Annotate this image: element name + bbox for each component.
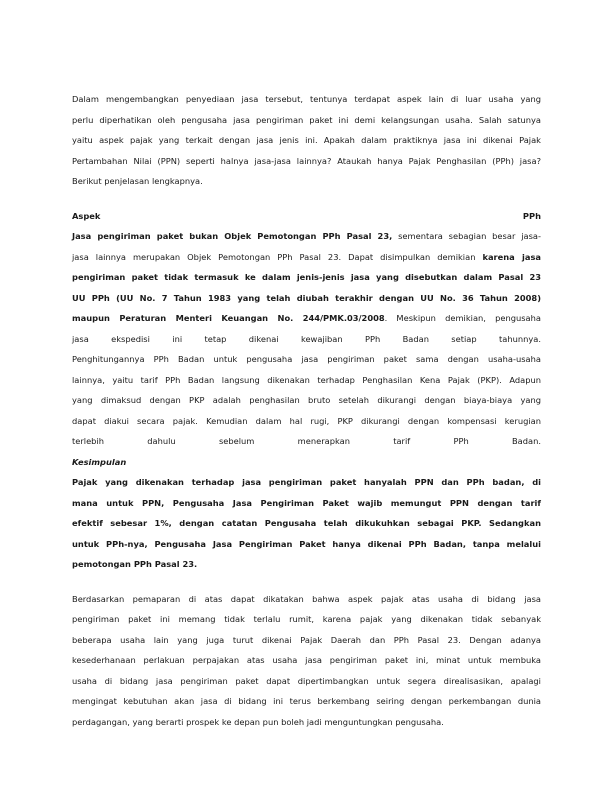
normal-text: sementara sebagian besar jasa- [392,231,541,241]
document-page [72,89,541,732]
text-line [72,308,541,329]
heading-right: PPh [522,210,541,221]
text-line: jasa ekspedisi ini tetap dikenai kewajiban PPh Badan setiap tahunnya. [72,333,541,344]
text-line: lainnya, yaitu tarif PPh Badan langsung dikenakan terhadap Penghasilan Kena Pajak (PKP). Adapun [72,374,541,385]
text-line: mengingat kebutuhan akan jasa di bidang ini terus berkembang seiring dengan perkembangan dunia [72,696,541,706]
text-line: pengiriman paket ini memang tidak terlalu rumit, karena pajak yang dikenakan tidak sebanyak [72,614,541,624]
text-line: yaitu aspek pajak yang terkait dengan jasa jenis ini. Apakah dalam praktiknya jasa ini dikenai Pajak [72,135,541,145]
section-heading-aspek-pph [72,206,541,227]
text-line: beberapa usaha lain yang juga turut dikenai Pajak Daerah dan PPh Pasal 23. Dengan adanya [72,634,541,645]
text-line [72,226,541,247]
text-line: yang dimaksud dengan PKP adalah penghasilan bruto setelah dikurangi dengan biaya-biaya yang [72,395,541,405]
closing-paragraph [72,589,541,733]
text-line: pemotongan PPh Pasal 23. [72,559,198,569]
kesimpulan-heading: Kesimpulan [72,456,127,467]
normal-text: jasa lainnya merupakan Objek Pemotongan PPh Pasal 23. Dapat disimpulkan demikian [72,251,483,262]
heading-left: Aspek [72,210,101,221]
bold-text: Jasa pengiriman paket bukan Objek Pemotongan PPh Pasal 23, [72,231,393,241]
pph-paragraph [72,226,541,452]
text-line: mana untuk PPN, Pengusaha Jasa Pengiriman Paket wajib memungut PPN dengan tarif [72,497,541,508]
text-line: Penghitungannya PPh Badan untuk pengusaha jasa pengiriman paket sama dengan usaha-usaha [72,354,541,364]
text-line: Berikut penjelasan lengkapnya. [72,176,203,186]
text-line: terlebih dahulu sebelum menerapkan tarif PPh Badan. [72,436,541,446]
text-line: usaha di bidang jasa pengiriman paket dapat dipertimbangkan untuk segera direalisasikan, apalagi [72,675,541,686]
text-line [72,247,541,268]
text-line: dapat diakui secara pajak. Kemudian dalam hal rugi, PKP dikurangi dengan kompensasi kerugian [72,415,541,426]
text-line: UU PPh (UU No. 7 Tahun 1983 yang telah diubah terakhir dengan UU No. 36 Tahun 2008) [72,292,541,303]
bold-text: karena jasa [482,251,541,262]
text-line: efektif sebesar 1%, dengan catatan Pengusaha telah dikukuhkan sebagai PKP. Sedangkan [72,518,541,528]
text-line: Berdasarkan pemaparan di atas dapat dikatakan bahwa aspek pajak atas usaha di bidang jasa [72,593,541,604]
text-line: Dalam mengembangkan penyediaan jasa tersebut, tentunya terdapat aspek lain di luar usaha yang [72,94,541,104]
text-line: kesederhanaan perlakuan perpajakan atas usaha jasa pengiriman paket ini, minat untuk membuka [72,655,541,665]
normal-text: . Meskipun demikian, pengusaha [384,313,541,323]
text-line: perdagangan, yang berarti prospek ke depan pun boleh jadi menguntungkan pengusaha. [72,716,444,727]
text-line: Pertambahan Nilai (PPN) seperti halnya jasa-jasa lainnya? Ataukah hanya Pajak Penghasilan (PPh) jasa? [72,155,541,166]
text-line: untuk PPh-nya, Pengusaha Jasa Pengiriman Paket hanya dikenai PPh Badan, tanpa melalui [72,538,541,549]
kesimpulan-paragraph [72,472,541,575]
text-line: pengiriman paket tidak termasuk ke dalam jenis-jenis jasa yang disebutkan dalam Pasal 23 [72,272,541,282]
bold-text: maupun Peraturan Menteri Keuangan No. 244/PMK.03/2008 [72,313,385,323]
text-line: Pajak yang dikenakan terhadap jasa pengiriman paket hanyalah PPN dan PPh badan, di [72,477,541,487]
text-line: perlu diperhatikan oleh pengusaha jasa pengiriman paket ini demi kelangsungan usaha. Salah satunya [72,114,541,125]
intro-paragraph [72,89,541,192]
